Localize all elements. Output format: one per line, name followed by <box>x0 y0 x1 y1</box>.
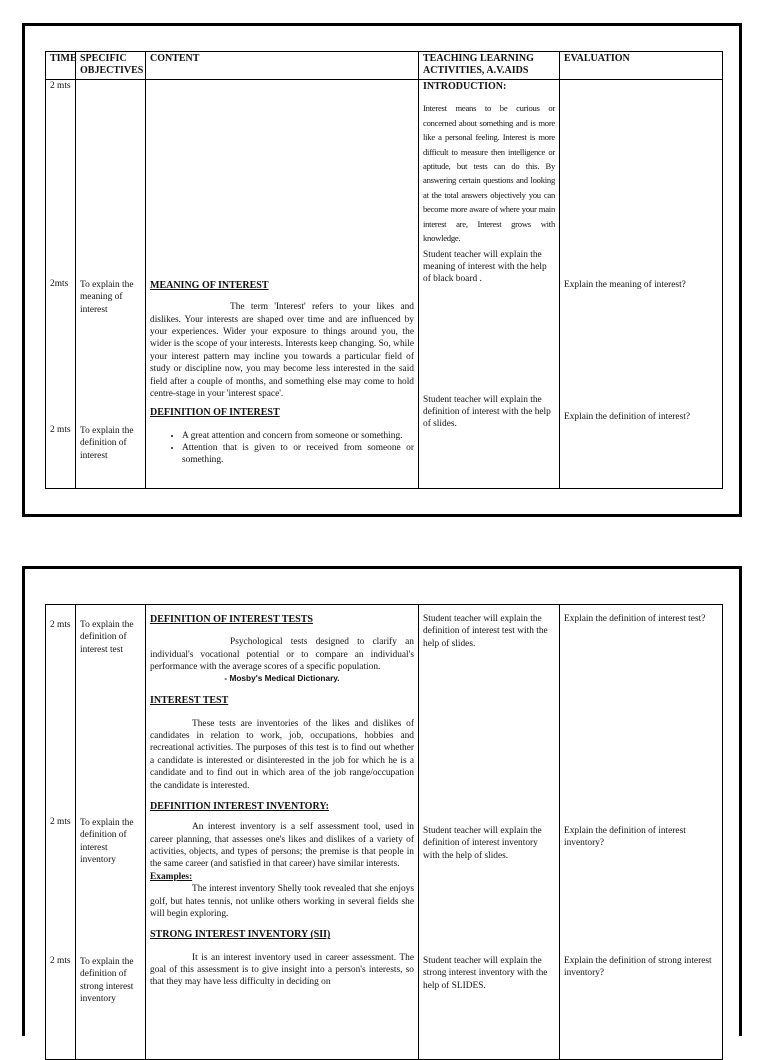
evaluation-meaning: Explain the meaning of interest? <box>564 280 686 290</box>
table-row <box>46 605 723 1060</box>
objective-meaning: To explain the meaning of interest <box>80 280 134 315</box>
citation: - Mosby's Medical Dictionary. <box>224 673 340 684</box>
header-teaching-activities: TEACHING LEARNING ACTIVITIES, A.V.AIDS <box>419 52 560 80</box>
example-text: The interest inventory Shelly took revealed that she enjoys golf, but hates tennis, not unlike others working in several fields she will begin exploring. <box>150 884 414 919</box>
header-time: TIME <box>46 52 76 80</box>
definition-heading: DEFINITION OF INTEREST <box>150 407 280 419</box>
time-intro: 2 mts <box>50 81 71 91</box>
time-meaning: 2mts <box>50 279 69 290</box>
evaluation-definition: Explain the definition of interest? <box>564 412 691 422</box>
lesson-plan-table-1 <box>45 51 723 489</box>
activity-inventory: Student teacher will explain the definition of interest inventory with the help of slides. <box>423 826 542 861</box>
evaluation-strong: Explain the definition of strong interest inventory? <box>564 956 712 979</box>
interest-test-heading: INTEREST TEST <box>150 695 229 707</box>
strong-heading: STRONG INTEREST INVENTORY (SII) <box>150 929 331 941</box>
header-evaluation: EVALUATION <box>560 52 723 80</box>
evaluation-inventory: Explain the definition of interest inventory? <box>564 826 686 849</box>
definition-bullet-list <box>150 430 414 467</box>
examples-label: Examples: <box>150 871 193 882</box>
meaning-text: The term 'Interest' refers to your likes and dislikes. Your interests are shaped over time and are influenced by your experiences. Wider your exposure to things around you, the wider is the scope of your interests. Interests keep changing. So, while your interest pattern may incline you towards a particular field of study or discipline now, you may become less interested in the said field after a couple of months, and something else may come to hold centre-stage in your 'interest space'. <box>150 302 414 400</box>
activity-strong: Student teacher will explain the strong interest inventory with the help of SLIDES. <box>423 956 548 991</box>
header-objectives: SPECIFIC OBJECTIVES <box>76 52 146 80</box>
meaning-heading: MEANING OF INTEREST <box>150 280 269 291</box>
table-header-row <box>46 52 723 80</box>
intro-heading: INTRODUCTION: <box>423 81 507 92</box>
activity-tests: Student teacher will explain the definition of interest test with the help of slides. <box>423 614 548 649</box>
strong-text: It is an interest inventory used in career assessment. The goal of this assessment is to give insight into a person's interests, so that they may have less difficulty in deciding on <box>150 952 414 988</box>
interest-test-text: These tests are inventories of the likes and dislikes of candidates in relation to work, job, occupations, hobbies and recreational activities. The purposes of this test is to find out whether a candidate is interested or disinterested in the job for which he is a candidate and to find out in which area of the job range/occupation the candidate is interested. <box>150 718 414 791</box>
list-item: • Attention that is given to or received from someone or something. <box>182 442 414 467</box>
objective-inventory: To explain the definition of interest inventory <box>80 818 134 866</box>
time-inventory: 2 mts <box>50 817 71 828</box>
objective-strong: To explain the definition of strong interest inventory <box>80 957 134 1005</box>
lesson-plan-page-1 <box>22 23 742 517</box>
evaluation-tests: Explain the definition of interest test? <box>564 614 706 624</box>
time-tests: 2 mts <box>50 620 71 630</box>
tests-text: Psychological tests designed to clarify an individual's vocational potential or to compare an individual's performance with the average scores of a specific population. <box>150 637 414 672</box>
lesson-plan-page-2 <box>22 566 742 1036</box>
inventory-heading: DEFINITION INTEREST INVENTORY: <box>150 800 329 812</box>
time-definition: 2 mts <box>50 424 71 435</box>
activity-meaning: Student teacher will explain the meaning of interest with the help of black board . <box>423 249 547 285</box>
objective-tests: To explain the definition of interest test <box>80 620 134 655</box>
objective-definition: To explain the definition of interest <box>80 426 134 461</box>
header-content: CONTENT <box>146 52 419 80</box>
intro-text: Interest means to be curious or concerned about something and is more like a personal feeling. Interest is more difficult to measure then intelligence or aptitude, but tests can do this. By answering certain questions and looking at the total answers objectively you can become more aware of where your main interest are, Interest grows with knowledge. <box>423 103 555 244</box>
tests-heading: DEFINITION OF INTEREST TESTS <box>150 614 313 625</box>
list-item: • A great attention and concern from someone or something. <box>182 430 414 442</box>
lesson-plan-table-2 <box>45 604 723 1060</box>
activity-definition: Student teacher will explain the definition of interest with the help of slides. <box>423 394 551 430</box>
time-strong: 2 mts <box>50 955 71 966</box>
table-row <box>46 80 723 489</box>
inventory-text: An interest inventory is a self assessment tool, used in career planning, that assesses one's likes and dislikes of a variety of activities, objects, and types of persons; the premise is that people in the same career (and satisfied in that career) have similar interests. <box>150 822 414 870</box>
